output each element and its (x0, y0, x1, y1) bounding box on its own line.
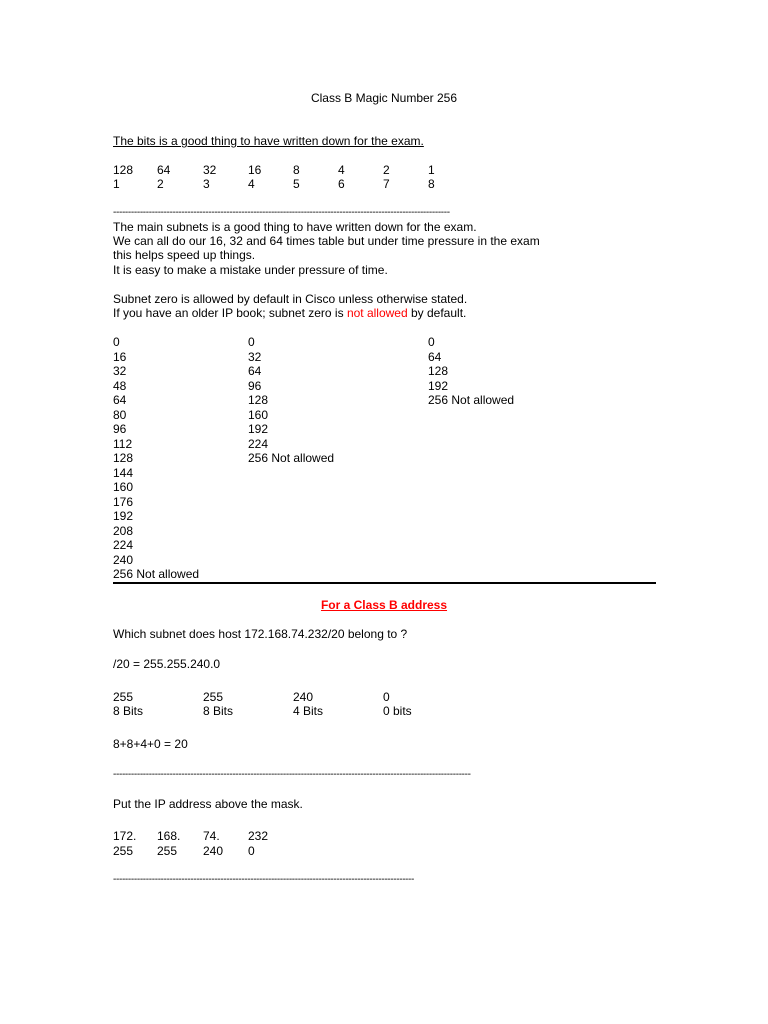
bits-cell: 7 (383, 177, 390, 191)
ip-cell: 232 (248, 829, 269, 843)
ip-cell: 255 (157, 844, 178, 858)
subnet-value: 32 (113, 364, 127, 378)
subnet-value: 32 (248, 349, 262, 364)
subnet-value: 128 (248, 393, 269, 407)
mask-cell: 4 Bits (293, 704, 324, 718)
bits-cell: 1 (428, 163, 435, 177)
mask-cell: 8 Bits (203, 704, 234, 718)
bits-cell: 6 (338, 177, 345, 191)
subnet-value: 112 (113, 436, 133, 451)
subnet-value: 0 (428, 335, 435, 349)
bits-cell: 64 (157, 163, 171, 177)
subnet-value: 96 (113, 422, 127, 436)
bits-cell: 8 (428, 177, 435, 191)
subnet-value: 224 (248, 436, 269, 451)
subnet-value: 208 (113, 523, 134, 538)
bits-cell: 128 (113, 163, 134, 177)
subnet-value: 16 (113, 349, 127, 364)
subnet-value: 160 (113, 480, 134, 494)
ip-cell: 172. (113, 829, 137, 843)
ip-cell: 0 (248, 844, 255, 858)
bits-cell: 8 (293, 163, 300, 177)
subnet-value: 0 (113, 335, 120, 349)
subnet-value: 144 (113, 465, 134, 480)
subnet-value: 256 Not allowed (113, 567, 200, 581)
older-book-after: by default. (407, 306, 467, 320)
mask-cell: 8 Bits (113, 704, 144, 718)
subnet-value: 176 (113, 494, 134, 509)
put-ip-line: Put the IP address above the mask. (113, 797, 303, 811)
mask-line: /20 = 255.255.240.0 (113, 657, 221, 671)
bits-cell: 3 (203, 177, 210, 191)
subnet-value: 128 (113, 451, 134, 465)
bits-cell: 4 (248, 177, 255, 191)
horizontal-rule (113, 582, 656, 584)
subnet-column-64 (428, 335, 514, 408)
dash-separator: ------------------------------------------------------------------------------------------------------------------------ (113, 769, 471, 780)
page-title: Class B Magic Number 256 (310, 91, 458, 105)
ip-cell: 255 (113, 844, 134, 858)
dash-separator: ----------------------------------------------------------------------------------------------------- (113, 874, 414, 885)
subnets-text-line: We can all do our 16, 32 and 64 times table but under time pressure in the exam (113, 234, 540, 248)
bits-intro: The bits is a good thing to have written down for the exam. (113, 134, 424, 148)
sum-line: 8+8+4+0 = 20 (113, 737, 188, 751)
subnet-value: 240 (113, 552, 134, 567)
class-b-heading: For a Class B address (320, 598, 448, 612)
subnet-value: 64 (428, 349, 442, 364)
subnet-value: 192 (248, 422, 269, 436)
mask-cell: 240 (293, 690, 314, 704)
mask-cell: 0 bits (383, 704, 412, 718)
subnet-value: 192 (428, 378, 449, 393)
older-book-line (113, 306, 466, 320)
subnet-value: 80 (113, 407, 127, 422)
not-allowed-highlight: not allowed (346, 306, 408, 320)
mask-cell: 255 (113, 690, 134, 704)
bits-cell: 2 (383, 163, 390, 177)
subnet-value: 64 (248, 364, 262, 378)
dash-separator: ----------------------------------------------------------------------------------------------------------------- (113, 207, 450, 218)
subnet-value: 48 (113, 378, 127, 393)
subnet-zero-line: Subnet zero is allowed by default in Cisco unless otherwise stated. (113, 292, 468, 306)
subnets-text-line: The main subnets is a good thing to have written down for the exam. (113, 220, 477, 234)
bits-cell: 4 (338, 163, 345, 177)
mask-cell: 0 (383, 690, 390, 704)
bits-cell: 16 (248, 163, 262, 177)
bits-cell: 5 (293, 177, 300, 191)
mask-cell: 255 (203, 690, 224, 704)
subnets-text-line: this helps speed up things. (113, 248, 256, 262)
bits-cell: 32 (203, 163, 217, 177)
subnet-column-32 (248, 335, 334, 466)
ip-cell: 240 (203, 844, 224, 858)
subnets-text-line: It is easy to make a mistake under pressure of time. (113, 263, 388, 277)
ip-cell: 168. (157, 829, 181, 843)
subnet-value: 0 (248, 335, 255, 349)
subnet-value: 96 (248, 378, 262, 393)
bits-cell: 1 (113, 177, 120, 191)
question-line: Which subnet does host 172.168.74.232/20 belong to ? (113, 627, 408, 641)
subnet-value: 160 (248, 407, 269, 422)
subnet-value: 256 Not allowed (248, 451, 335, 465)
ip-cell: 74. (203, 829, 220, 843)
subnet-column-16 (113, 335, 199, 582)
subnet-value: 256 Not allowed (428, 393, 515, 407)
subnet-value: 192 (113, 509, 134, 523)
subnet-value: 224 (113, 538, 134, 552)
subnet-value: 64 (113, 393, 127, 407)
bits-cell: 2 (157, 177, 164, 191)
subnet-value: 128 (428, 364, 449, 378)
older-book-before: If you have an older IP book; subnet zero is (113, 306, 347, 320)
